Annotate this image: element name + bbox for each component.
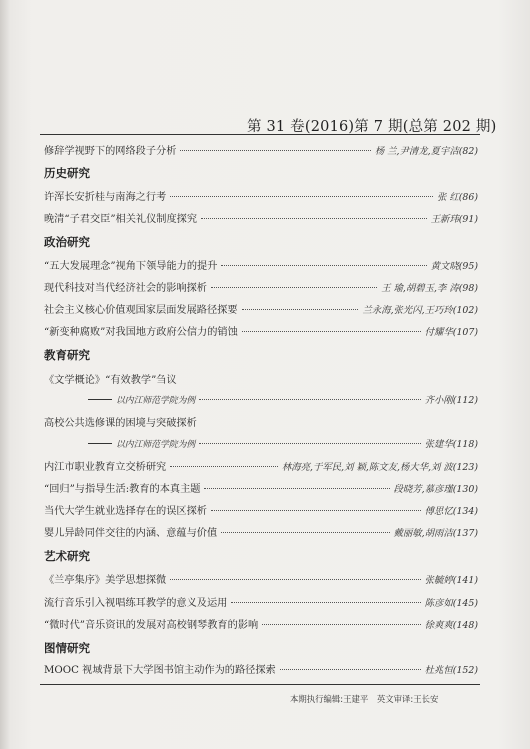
dot-leader: [221, 265, 426, 266]
toc-entry[interactable]: [44, 371, 478, 387]
toc-entry[interactable]: [44, 502, 478, 518]
entry-title: “五大发展理念”视角下领导能力的提升: [44, 261, 218, 272]
entry-subtitle: 以内江师范学院为例: [116, 396, 196, 406]
dot-leader: [242, 331, 421, 332]
dot-leader: [199, 399, 420, 400]
dot-leader: [231, 602, 420, 603]
section-heading-history: 历史研究: [44, 166, 90, 180]
dot-leader: [242, 309, 359, 310]
dot-leader: [221, 532, 389, 533]
section-heading-education: 教育研究: [44, 348, 90, 362]
entry-title: “回归”与指导生活:教育的本真主题: [44, 484, 201, 495]
header-rule: [40, 134, 480, 135]
toc-entry[interactable]: [44, 480, 478, 496]
entry-authors-page: 张 红(86): [437, 192, 478, 203]
subtitle-dash: [88, 443, 112, 444]
toc-entry-subtitle[interactable]: [88, 392, 478, 408]
toc-entry[interactable]: [44, 188, 478, 204]
entry-title: 当代大学生就业选择存在的误区探析: [44, 506, 207, 517]
entry-authors-page: 杨 兰,尹清龙,夏宇洁(82): [374, 146, 478, 157]
toc-entry-subtitle[interactable]: [88, 436, 478, 452]
section-heading-politics: 政治研究: [44, 235, 90, 249]
entry-title: 社会主义核心价值观国家层面发展路径探要: [44, 305, 238, 316]
dot-leader: [170, 579, 420, 580]
english-translator: 英文审译:王长安: [376, 694, 439, 704]
section-heading-library: 图情研究: [44, 641, 90, 655]
issue-header: 第 31 卷(2016)第 7 期(总第 202 期): [247, 119, 497, 135]
dot-leader: [201, 218, 427, 219]
toc-entry[interactable]: [44, 524, 478, 540]
toc-entry[interactable]: [44, 594, 478, 610]
dot-leader: [262, 624, 420, 625]
entry-title: 《兰亭集序》美学思想探微: [44, 575, 167, 586]
page-spine-shadow: [0, 0, 10, 749]
entry-title: “微时代”音乐资讯的发展对高校钢琴教育的影响: [44, 620, 259, 631]
entry-authors-page: 张毓婷(141): [424, 575, 478, 586]
dot-leader: [211, 510, 421, 511]
entry-authors-page: 杜兆恒(152): [424, 665, 478, 676]
dot-leader: [170, 196, 433, 197]
entry-title: MOOC 视域背景下大学图书馆主动作为的路径探索: [44, 665, 276, 676]
entry-title: 高校公共选修课的困境与突破探析: [44, 418, 197, 429]
entry-title: 流行音乐引入视唱练耳教学的意义及运用: [44, 598, 228, 609]
entry-authors-page: 齐小刚(112): [424, 395, 478, 406]
entry-authors-page: 林海亮,于军民,刘 颖,陈文友,杨大华,刘 波(123): [281, 462, 478, 473]
toc-entry[interactable]: [44, 661, 478, 677]
toc-entry[interactable]: [44, 571, 478, 587]
toc-entry[interactable]: [44, 257, 478, 273]
entry-authors-page: 王 瑜,胡碧玉,李 涛(98): [381, 283, 478, 294]
entry-authors-page: 徐爽爽(148): [424, 620, 478, 631]
toc-entry[interactable]: [44, 301, 478, 317]
entry-authors-page: 付耀华(107): [424, 327, 478, 338]
entry-authors-page: 傅思忆(134): [424, 506, 478, 517]
section-heading-art: 艺术研究: [44, 549, 90, 563]
entry-authors-page: 陈彦如(145): [424, 598, 478, 609]
executive-editor: 本期执行编辑:王建平: [290, 694, 369, 704]
toc-entry[interactable]: [44, 279, 478, 295]
entry-title: 婴儿异龄同伴交往的内涵、意蕴与价值: [44, 528, 218, 539]
entry-subtitle: 以内江师范学院为例: [116, 440, 196, 450]
entry-title: 晚清“子君交臣”相关礼仪制度探究: [44, 214, 198, 225]
toc-entry[interactable]: [44, 323, 478, 339]
subtitle-dash: [88, 399, 112, 400]
entry-authors-page: 黄文晓(95): [430, 261, 478, 272]
entry-title: 《文学概论》“有效教学”刍议: [44, 375, 177, 386]
toc-entry[interactable]: [44, 142, 478, 158]
dot-leader: [204, 488, 389, 489]
footer-credits: [290, 693, 444, 705]
entry-title: 许浑长安折桂与南海之行考: [44, 192, 167, 203]
entry-title: 修辞学视野下的网络段子分析: [44, 146, 177, 157]
dot-leader: [199, 443, 420, 444]
entry-authors-page: 王新玮(91): [430, 214, 478, 225]
toc-entry[interactable]: [44, 210, 478, 226]
entry-authors-page: 戴丽敏,胡雨洁(137): [393, 528, 478, 539]
toc-entry[interactable]: [44, 414, 478, 430]
dot-leader: [211, 287, 377, 288]
entry-authors-page: 张建华(118): [424, 439, 478, 450]
dot-leader: [180, 150, 370, 151]
entry-authors-page: 段晓芳,慕彦瑾(130): [393, 484, 478, 495]
entry-authors-page: 兰永海,张光闪,王巧玲(102): [362, 305, 478, 316]
dot-leader: [170, 466, 278, 467]
toc-entry[interactable]: [44, 458, 478, 474]
toc-entry[interactable]: [44, 616, 478, 632]
dot-leader: [280, 669, 421, 670]
entry-title: “新变种腐败”对我国地方政府公信力的销蚀: [44, 327, 238, 338]
entry-title: 现代科技对当代经济社会的影响探析: [44, 283, 207, 294]
footer-rule: [40, 684, 480, 685]
entry-title: 内江市职业教育立交桥研究: [44, 462, 167, 473]
